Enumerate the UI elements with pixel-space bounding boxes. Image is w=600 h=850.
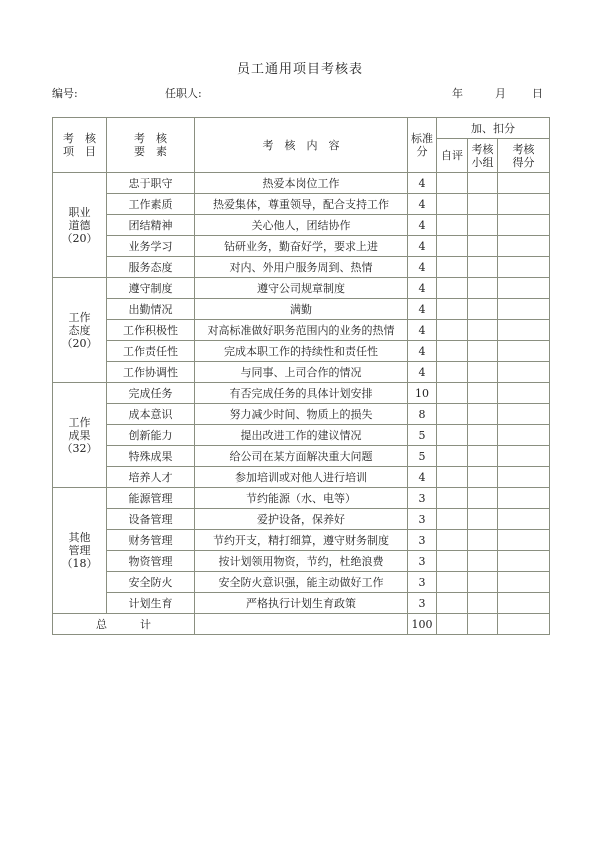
standard-score-cell: 4 [408,341,437,362]
group-eval-cell[interactable] [468,530,498,551]
eval-score-cell[interactable] [498,362,550,383]
form-title: 员工通用项目考核表 [236,62,363,77]
content-cell: 节约开支，精打细算，遵守财务制度 [195,530,408,551]
standard-score-cell: 4 [408,236,437,257]
standard-score-cell: 10 [408,383,437,404]
group-eval-cell[interactable] [468,173,498,194]
content-cell: 遵守公司规章制度 [195,278,408,299]
day-label: 日 [532,87,543,100]
element-cell: 培养人才 [107,467,195,488]
self-eval-cell[interactable] [437,383,468,404]
element-cell: 出勤情况 [107,299,195,320]
eval-score-cell[interactable] [498,236,550,257]
group-cell: 职业 道德 （20） [53,173,107,278]
table-row [53,530,550,551]
eval-score-cell[interactable] [498,488,550,509]
content-cell: 满勤 [195,299,408,320]
self-eval-cell[interactable] [437,425,468,446]
self-eval-cell[interactable] [437,194,468,215]
eval-score-cell[interactable] [498,530,550,551]
standard-score-cell: 4 [408,278,437,299]
eval-score-cell[interactable] [498,173,550,194]
group-eval-cell[interactable] [468,425,498,446]
self-eval-cell[interactable] [437,320,468,341]
element-cell: 团结精神 [107,215,195,236]
year-label: 年 [452,87,463,100]
element-cell: 设备管理 [107,509,195,530]
standard-score-cell: 4 [408,467,437,488]
standard-score-cell: 5 [408,425,437,446]
self-eval-cell[interactable] [437,236,468,257]
standard-score-cell: 5 [408,446,437,467]
element-cell: 财务管理 [107,530,195,551]
evaluation-table [52,117,550,635]
group-eval-cell[interactable] [468,383,498,404]
eval-score-cell[interactable] [498,215,550,236]
content-cell: 严格执行计划生育政策 [195,593,408,614]
content-cell: 提出改进工作的建议情况 [195,425,408,446]
eval-score-cell[interactable] [498,320,550,341]
total-eval-score-cell[interactable] [498,614,550,635]
eval-score-cell[interactable] [498,299,550,320]
group-eval-cell[interactable] [468,551,498,572]
standard-score-cell: 4 [408,215,437,236]
element-cell: 特殊成果 [107,446,195,467]
group-eval-cell[interactable] [468,194,498,215]
element-cell: 能源管理 [107,488,195,509]
table-row [53,593,550,614]
element-cell: 工作积极性 [107,320,195,341]
standard-score-cell: 3 [408,593,437,614]
standard-score-cell: 3 [408,530,437,551]
element-cell: 工作素质 [107,194,195,215]
content-cell: 有否完成任务的具体计划安排 [195,383,408,404]
table-row [53,320,550,341]
table-row [53,341,550,362]
group-eval-cell[interactable] [468,488,498,509]
table-row [53,299,550,320]
eval-score-cell[interactable] [498,194,550,215]
number-label: 编号: [52,87,78,100]
table-row [53,194,550,215]
element-cell: 遵守制度 [107,278,195,299]
content-cell: 努力减少时间、物质上的损失 [195,404,408,425]
group-eval-cell[interactable] [468,236,498,257]
standard-score-cell: 4 [408,194,437,215]
self-eval-cell[interactable] [437,257,468,278]
eval-score-cell[interactable] [498,341,550,362]
table-row [53,446,550,467]
self-eval-cell[interactable] [437,446,468,467]
self-eval-cell[interactable] [437,362,468,383]
content-cell: 节约能源（水、电等） [195,488,408,509]
eval-score-cell[interactable] [498,551,550,572]
group-eval-cell[interactable] [468,215,498,236]
standard-score-cell: 4 [408,299,437,320]
header-element: 考 核 要 素 [107,118,195,173]
eval-score-cell[interactable] [498,425,550,446]
group-eval-cell[interactable] [468,404,498,425]
eval-score-cell[interactable] [498,383,550,404]
table-row [53,236,550,257]
content-cell: 对内、外用户服务周到、热情 [195,257,408,278]
total-content-cell [195,614,408,635]
content-cell: 爱护设备，保养好 [195,509,408,530]
eval-score-cell[interactable] [498,572,550,593]
element-cell: 业务学习 [107,236,195,257]
element-cell: 工作责任性 [107,341,195,362]
eval-score-cell[interactable] [498,404,550,425]
total-row [53,614,550,635]
element-cell: 服务态度 [107,257,195,278]
element-cell: 成本意识 [107,404,195,425]
standard-score-cell: 3 [408,572,437,593]
standard-score-cell: 4 [408,173,437,194]
total-group-eval-cell[interactable] [468,614,498,635]
standard-score-cell: 3 [408,509,437,530]
self-eval-cell[interactable] [437,488,468,509]
element-cell: 工作协调性 [107,362,195,383]
total-self-eval-cell[interactable] [437,614,468,635]
content-cell: 热爱本岗位工作 [195,173,408,194]
eval-score-cell[interactable] [498,593,550,614]
standard-score-cell: 3 [408,551,437,572]
incumbent-label: 任职人: [165,87,202,100]
self-eval-cell[interactable] [437,299,468,320]
table-row [53,173,550,194]
self-eval-cell[interactable] [437,530,468,551]
eval-score-cell[interactable] [498,509,550,530]
table-row [53,509,550,530]
group-eval-cell[interactable] [468,278,498,299]
standard-score-cell: 4 [408,320,437,341]
group-eval-cell[interactable] [468,320,498,341]
header-item: 考 核 项 目 [53,118,107,173]
month-label: 月 [495,87,506,100]
standard-score-cell: 3 [408,488,437,509]
self-eval-cell[interactable] [437,215,468,236]
group-eval-cell[interactable] [468,362,498,383]
total-score: 100 [408,614,437,635]
header-standard-score: 标准 分 [408,118,437,173]
self-eval-cell[interactable] [437,278,468,299]
content-cell: 按计划领用物资，节约，杜绝浪费 [195,551,408,572]
table-row [53,551,550,572]
group-eval-cell[interactable] [468,299,498,320]
table-row [53,383,550,404]
group-cell: 其他 管理 （18） [53,488,107,614]
content-cell: 参加培训或对他人进行培训 [195,467,408,488]
element-cell: 计划生育 [107,593,195,614]
table-row [53,572,550,593]
table-row [53,467,550,488]
group-eval-cell[interactable] [468,446,498,467]
group-eval-cell[interactable] [468,257,498,278]
header-plus-minus: 加、扣分 [437,118,550,139]
content-cell: 热爱集体，尊重领导，配合支持工作 [195,194,408,215]
self-eval-cell[interactable] [437,551,468,572]
group-eval-cell[interactable] [468,341,498,362]
header-self-eval: 自评 [437,139,468,173]
content-cell: 安全防火意识强，能主动做好工作 [195,572,408,593]
self-eval-cell[interactable] [437,593,468,614]
eval-score-cell[interactable] [498,257,550,278]
group-cell: 工作 态度 （20） [53,278,107,383]
standard-score-cell: 4 [408,257,437,278]
self-eval-cell[interactable] [437,467,468,488]
content-cell: 完成本职工作的持续性和责任性 [195,341,408,362]
content-cell: 关心他人，团结协作 [195,215,408,236]
content-cell: 钻研业务，勤奋好学，要求上进 [195,236,408,257]
standard-score-cell: 8 [408,404,437,425]
group-eval-cell[interactable] [468,467,498,488]
header-content: 考 核 内 容 [195,118,408,173]
table-row [53,425,550,446]
eval-score-cell[interactable] [498,467,550,488]
element-cell: 完成任务 [107,383,195,404]
eval-score-cell[interactable] [498,446,550,467]
table-row [53,257,550,278]
table-row [53,215,550,236]
self-eval-cell[interactable] [437,173,468,194]
element-cell: 安全防火 [107,572,195,593]
header-eval-score: 考核 得分 [498,139,550,173]
eval-score-cell[interactable] [498,278,550,299]
group-eval-cell[interactable] [468,572,498,593]
content-cell: 与同事、上司合作的情况 [195,362,408,383]
element-cell: 忠于职守 [107,173,195,194]
total-label: 总 计 [53,614,195,635]
table-row [53,278,550,299]
self-eval-cell[interactable] [437,404,468,425]
group-eval-cell[interactable] [468,593,498,614]
content-cell: 对高标准做好职务范围内的业务的热情 [195,320,408,341]
element-cell: 创新能力 [107,425,195,446]
table-row [53,488,550,509]
standard-score-cell: 4 [408,362,437,383]
table-row [53,362,550,383]
self-eval-cell[interactable] [437,341,468,362]
group-eval-cell[interactable] [468,509,498,530]
element-cell: 物资管理 [107,551,195,572]
group-cell: 工作 成果 （32） [53,383,107,488]
header-eval-group: 考核 小组 [468,139,498,173]
self-eval-cell[interactable] [437,572,468,593]
content-cell: 给公司在某方面解决重大问题 [195,446,408,467]
table-row [53,404,550,425]
self-eval-cell[interactable] [437,509,468,530]
